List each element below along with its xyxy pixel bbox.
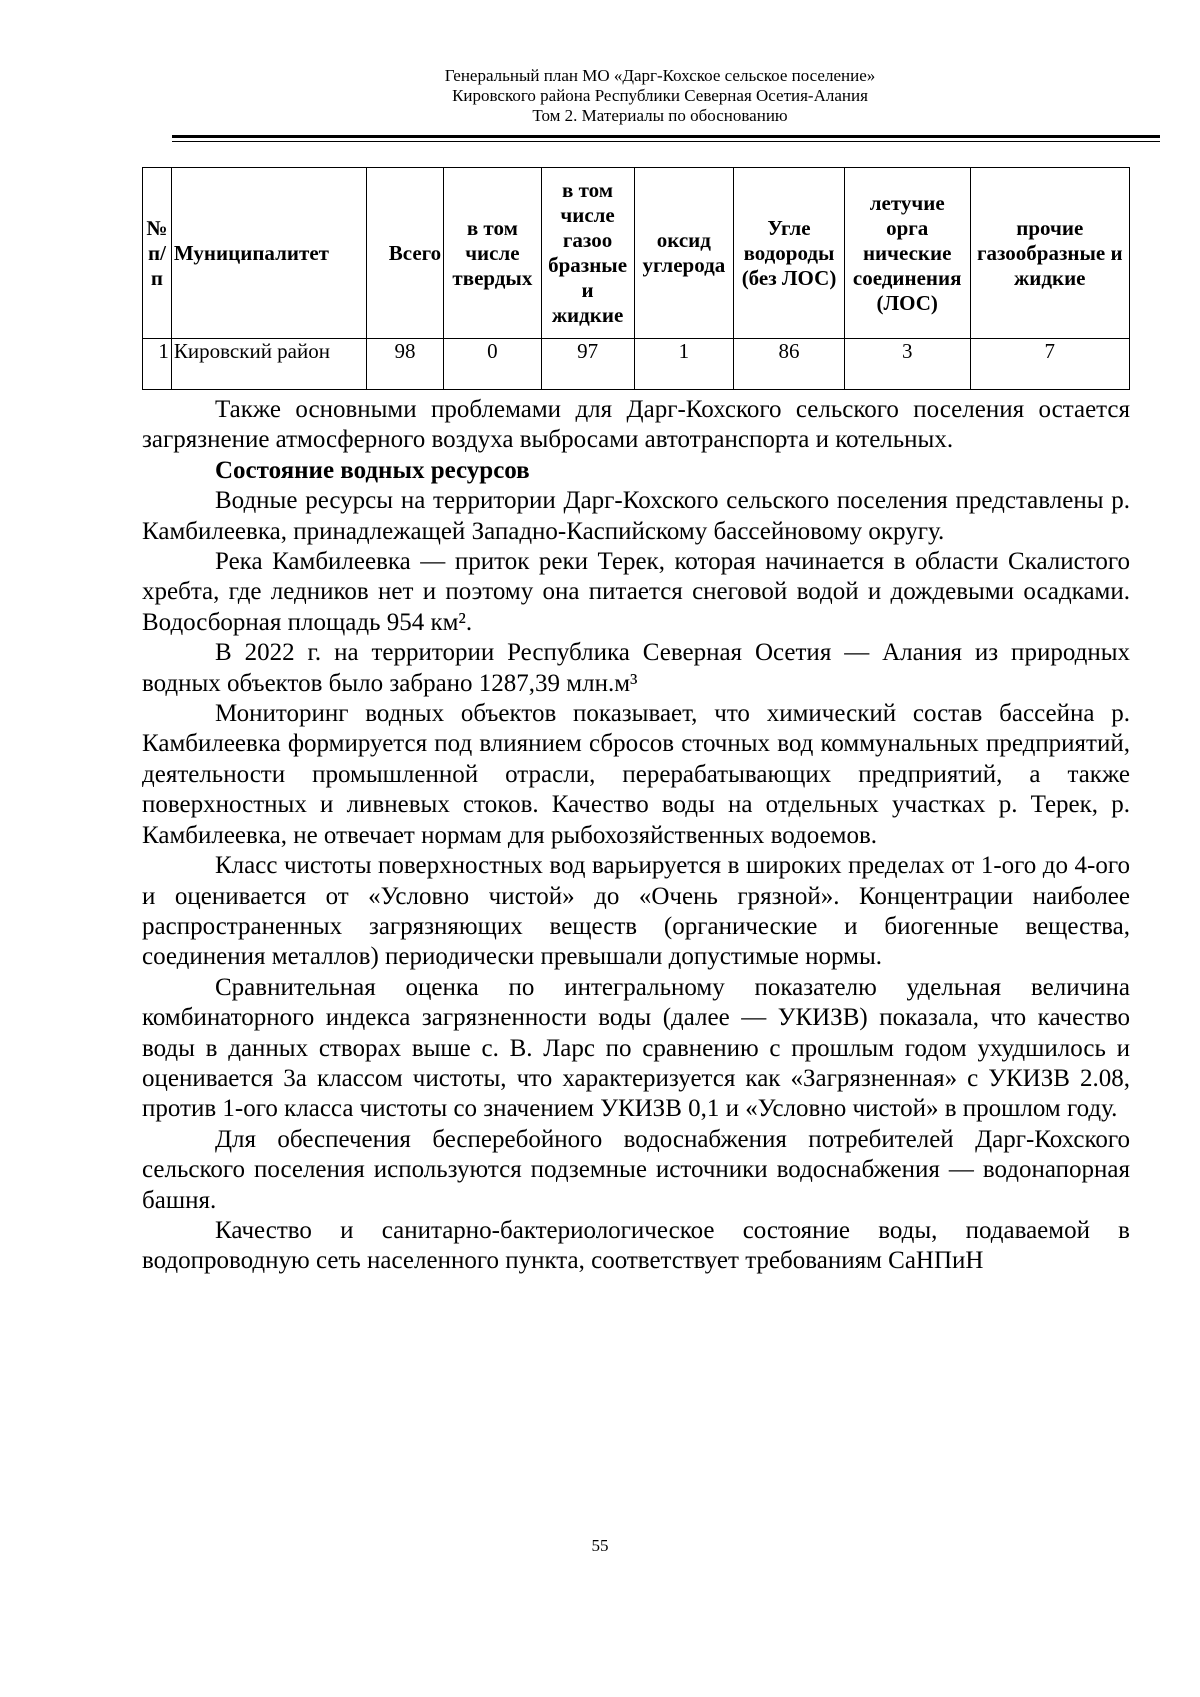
section-heading-water-resources: Состояние водных ресурсов [215, 456, 530, 484]
paragraph-river-kambileevka: Река Камбилеевка — приток реки Терек, которая начинается в области Скалистого хребта, где ледников нет и поэтому она питается снеговой водой и дождевыми осадками. Водосборная площадь 954 км². [142, 548, 1130, 636]
header-line-3: Том 2. Материалы по обоснованию [532, 106, 788, 125]
page-number: 55 [591, 1536, 609, 1555]
col-header-carbon-monoxide: оксид углерода [634, 168, 734, 339]
cell-total: 98 [366, 339, 443, 390]
paragraph-water-quality: Качество и санитарно-бактериологическое состояние воды, подаваемой в водопроводную сеть населенного пункта, соответствует требованиям СаНПиН [142, 1216, 1130, 1275]
col-header-municipality: Муниципалитет [171, 168, 366, 339]
paragraph-water-supply: Для обеспечения бесперебойного водоснабжения потребителей Дарг-Кохского сельского поселения используются подземные источники водоснабжения — водонапорная башня. [142, 1125, 1130, 1214]
cell-voc: 3 [844, 339, 970, 390]
table-row [143, 339, 1130, 390]
cell-solid: 0 [444, 339, 541, 390]
page-header [160, 66, 1160, 126]
paragraph-water-resources: Водные ресурсы на территории Дарг-Кохского сельского поселения представлены р. Камбилеевка, принадлежащей Западно-Каспийскому бассейновому округу. [142, 487, 1130, 545]
cell-other: 7 [970, 339, 1129, 390]
paragraph-air-pollution: Также основными проблемами для Дарг-Кохского сельского поселения остается загрязнение атмосферного воздуха выбросами автотранспорта и котельных. [142, 396, 1130, 454]
header-line-1: Генеральный план МО «Дарг-Кохское сельское поселение» [444, 66, 876, 85]
header-rule-thick [172, 135, 1160, 138]
paragraph-water-intake: В 2022 г. на территории Республика Северная Осетия — Алания из природных водных объектов было забрано 1287,39 млн.м³ [142, 639, 1130, 697]
emissions-table [142, 167, 1130, 390]
body-text [142, 395, 1130, 1277]
paragraph-monitoring: Мониторинг водных объектов показывает, что химический состав бассейна р. Камбилеевка формируется под влиянием сбросов сточных вод коммунальных предприятий, деятельности промышленной отрасли, перерабатывающих предприятий, а также поверхностных и ливневых стоков. Качество воды на отдельных участках р. Терек, р. Камбилеевка, не отвечает нормам для рыбохозяйственных водоемов. [142, 700, 1130, 849]
header-line-2: Кировского района Республики Северная Осетия-Алания [452, 86, 868, 105]
col-header-gas-liquid: в том числе газоо бразные и жидкие [541, 168, 634, 339]
table-header-row [143, 168, 1130, 339]
col-header-voc: летучие орга нические соединения (ЛОС) [844, 168, 970, 339]
col-header-total: Всего [366, 168, 443, 339]
paragraph-purity-class: Класс чистоты поверхностных вод варьируется в широких пределах от 1-ого до 4-ого и оценивается от «Условно чистой» до «Очень грязной». Концентрации наиболее распространенных загрязняющих веществ (органические и биогенные вещества, соединения металлов) периодически превышали допустимые нормы. [142, 852, 1130, 971]
cell-number: 1 [143, 339, 172, 390]
cell-gas-liquid: 97 [541, 339, 634, 390]
col-header-hydrocarbons: Угле водороды (без ЛОС) [734, 168, 845, 339]
header-rule-thin [172, 141, 1160, 142]
col-header-number: № п/п [143, 168, 172, 339]
cell-carbon-monoxide: 1 [634, 339, 734, 390]
cell-municipality: Кировский район [171, 339, 366, 390]
cell-hydrocarbons: 86 [734, 339, 845, 390]
col-header-solid: в том числе твердых [444, 168, 541, 339]
paragraph-ukizv-assessment: Сравнительная оценка по интегральному показателю удельная величина комбинаторного индекса загрязненности воды (далее — УКИЗВ) показала, что качество воды в данных створах выше с. В. Ларс по сравнению с прошлым годом ухудшилось и оценивается 3а классом чистоты, что характеризуется как «Загрязненная» с УКИЗВ 2.08, против 1-ого класса чистоты со значением УКИЗВ 0,1 и «Условно чистой» в прошлом году. [142, 973, 1130, 1123]
col-header-other: прочие газообразные и жидкие [970, 168, 1129, 339]
